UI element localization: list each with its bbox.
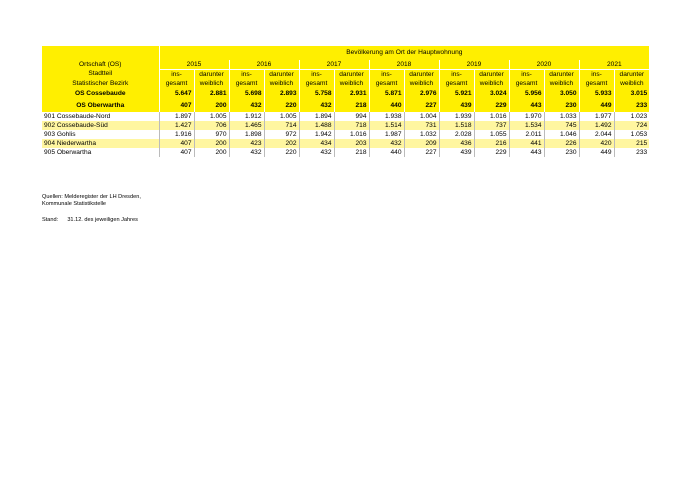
col-header-female-line2: weiblich [544,79,579,88]
summary-value: 3.024 [474,88,509,100]
year-header-2017: 2017 [299,60,369,70]
district-value: 230 [544,148,579,157]
area-label-line1: Ortschaft (OS) [42,60,159,70]
col-header-total-line1: ins- [159,70,194,80]
col-header-total-line2: gesamt [579,79,614,88]
district-row [42,139,649,148]
district-value: 1.534 [509,121,544,130]
col-header-female-line1: darunter [334,70,369,80]
summary-value: 3.015 [614,88,649,100]
summary-value: 5.956 [509,88,544,100]
district-value: 226 [544,139,579,148]
district-value: 203 [334,139,369,148]
source-line-2: Kommunale Statistikstelle [42,201,107,207]
district-value: 436 [439,139,474,148]
district-value: 227 [404,148,439,157]
col-header-female-line1: darunter [474,70,509,80]
district-value: 724 [614,121,649,130]
year-header-2016: 2016 [229,60,299,70]
district-value: 1.942 [299,130,334,139]
district-value: 1.005 [264,112,299,121]
summary-value: 443 [509,100,544,112]
col-header-total-line2: gesamt [369,79,404,88]
summary-value: 2.881 [194,88,229,100]
district-value: 449 [579,148,614,157]
district-name: 903 Gohlis [42,130,159,139]
district-value: 432 [299,148,334,157]
year-header-2020: 2020 [509,60,579,70]
district-value: 215 [614,139,649,148]
district-value: 200 [194,148,229,157]
district-value: 994 [334,112,369,121]
header-row-years [42,60,649,70]
district-value: 443 [509,148,544,157]
col-header-total-line2: gesamt [509,79,544,88]
district-value: 706 [194,121,229,130]
summary-value: 218 [334,100,369,112]
col-header-total-line1: ins- [579,70,614,80]
col-header-total-line1: ins- [509,70,544,80]
district-value: 1.023 [614,112,649,121]
summary-value: 432 [299,100,334,112]
group-title: Bevölkerung am Ort der Hauptwohnung [159,46,649,60]
district-name: 901 Cossebaude-Nord [42,112,159,121]
header-row-sub1 [42,70,649,80]
district-value: 737 [474,121,509,130]
district-value: 1.977 [579,112,614,121]
district-value: 1.488 [299,121,334,130]
district-value: 1.032 [404,130,439,139]
district-value: 2.044 [579,130,614,139]
summary-value: 227 [404,100,439,112]
col-header-total-line2: gesamt [159,79,194,88]
area-label-line2: Stadtteil [42,70,159,80]
district-value: 1.005 [194,112,229,121]
district-value: 1.055 [474,130,509,139]
header-spacer-cell [42,46,159,60]
col-header-female-line1: darunter [404,70,439,80]
summary-row [42,88,649,100]
district-value: 420 [579,139,614,148]
district-value: 432 [229,148,264,157]
district-value: 1.898 [229,130,264,139]
summary-value: 5.921 [439,88,474,100]
district-value: 220 [264,148,299,157]
summary-value: 5.933 [579,88,614,100]
district-value: 1.916 [159,130,194,139]
source-line-1: Quellen: Melderegister der LH Dresden, [42,194,141,200]
summary-value: 439 [439,100,474,112]
summary-value: 5.871 [369,88,404,100]
district-row [42,121,649,130]
year-header-2019: 2019 [439,60,509,70]
summary-value: 440 [369,100,404,112]
col-header-female-line1: darunter [194,70,229,80]
district-value: 1.046 [544,130,579,139]
col-header-total-line2: gesamt [229,79,264,88]
col-header-total-line1: ins- [229,70,264,80]
col-header-female-line1: darunter [264,70,299,80]
district-value: 423 [229,139,264,148]
col-header-female-line2: weiblich [474,79,509,88]
summary-row [42,100,649,112]
district-value: 200 [194,139,229,148]
year-header-2015: 2015 [159,60,229,70]
summary-value: 5.698 [229,88,264,100]
summary-value: 229 [474,100,509,112]
district-name: 902 Cossebaude-Süd [42,121,159,130]
district-name: 905 Oberwartha [42,148,159,157]
summary-value: 2.931 [334,88,369,100]
district-value: 216 [474,139,509,148]
summary-value: 200 [194,100,229,112]
summary-value: 233 [614,100,649,112]
district-value: 407 [159,148,194,157]
district-value: 1.987 [369,130,404,139]
summary-value: 449 [579,100,614,112]
district-value: 407 [159,139,194,148]
col-header-total-line2: gesamt [439,79,474,88]
year-header-2018: 2018 [369,60,439,70]
district-value: 1.938 [369,112,404,121]
district-value: 1.492 [579,121,614,130]
district-value: 745 [544,121,579,130]
district-value: 441 [509,139,544,148]
col-header-female-line2: weiblich [614,79,649,88]
summary-value: 432 [229,100,264,112]
summary-value: 2.893 [264,88,299,100]
district-value: 1.465 [229,121,264,130]
district-value: 1.939 [439,112,474,121]
col-header-total-line1: ins- [439,70,474,80]
summary-name: OS Oberwartha [42,100,159,112]
col-header-total-line2: gesamt [299,79,334,88]
district-value: 233 [614,148,649,157]
header-row-title [42,46,649,60]
district-value: 218 [334,148,369,157]
district-value: 209 [404,139,439,148]
district-value: 972 [264,130,299,139]
col-header-female-line2: weiblich [334,79,369,88]
summary-name: OS Cossebaude [42,88,159,100]
district-value: 1.427 [159,121,194,130]
district-row [42,130,649,139]
district-value: 439 [439,148,474,157]
summary-value: 2.976 [404,88,439,100]
district-value: 1.912 [229,112,264,121]
district-value: 731 [404,121,439,130]
summary-value: 5.647 [159,88,194,100]
col-header-female-line2: weiblich [404,79,439,88]
district-value: 432 [369,139,404,148]
district-value: 1.897 [159,112,194,121]
population-table [42,46,649,157]
district-value: 2.011 [509,130,544,139]
district-value: 434 [299,139,334,148]
col-header-female-line2: weiblich [264,79,299,88]
district-value: 1.033 [544,112,579,121]
col-header-total-line1: ins- [299,70,334,80]
summary-value: 3.050 [544,88,579,100]
district-value: 970 [194,130,229,139]
summary-value: 220 [264,100,299,112]
col-header-female-line1: darunter [544,70,579,80]
summary-value: 5.758 [299,88,334,100]
district-value: 1.004 [404,112,439,121]
district-value: 202 [264,139,299,148]
col-header-female-line2: weiblich [194,79,229,88]
source-note [42,194,141,208]
stand-label: Stand: [42,217,59,223]
district-value: 1.016 [334,130,369,139]
summary-value: 407 [159,100,194,112]
stand-value: 31.12. des jeweiligen Jahres [67,217,138,223]
summary-value: 230 [544,100,579,112]
district-row [42,148,649,157]
district-value: 229 [474,148,509,157]
district-value: 718 [334,121,369,130]
col-header-total-line1: ins- [369,70,404,80]
district-name: 904 Niederwartha [42,139,159,148]
district-value: 1.970 [509,112,544,121]
header-row-sub2 [42,79,649,88]
district-value: 1.894 [299,112,334,121]
district-value: 714 [264,121,299,130]
district-row [42,112,649,121]
area-label-line3: Statistischer Bezirk [42,79,159,88]
district-value: 2.028 [439,130,474,139]
district-value: 440 [369,148,404,157]
district-value: 1.053 [614,130,649,139]
year-header-2021: 2021 [579,60,649,70]
district-value: 1.518 [439,121,474,130]
stand-note [42,217,138,224]
district-value: 1.514 [369,121,404,130]
district-value: 1.016 [474,112,509,121]
col-header-female-line1: darunter [614,70,649,80]
